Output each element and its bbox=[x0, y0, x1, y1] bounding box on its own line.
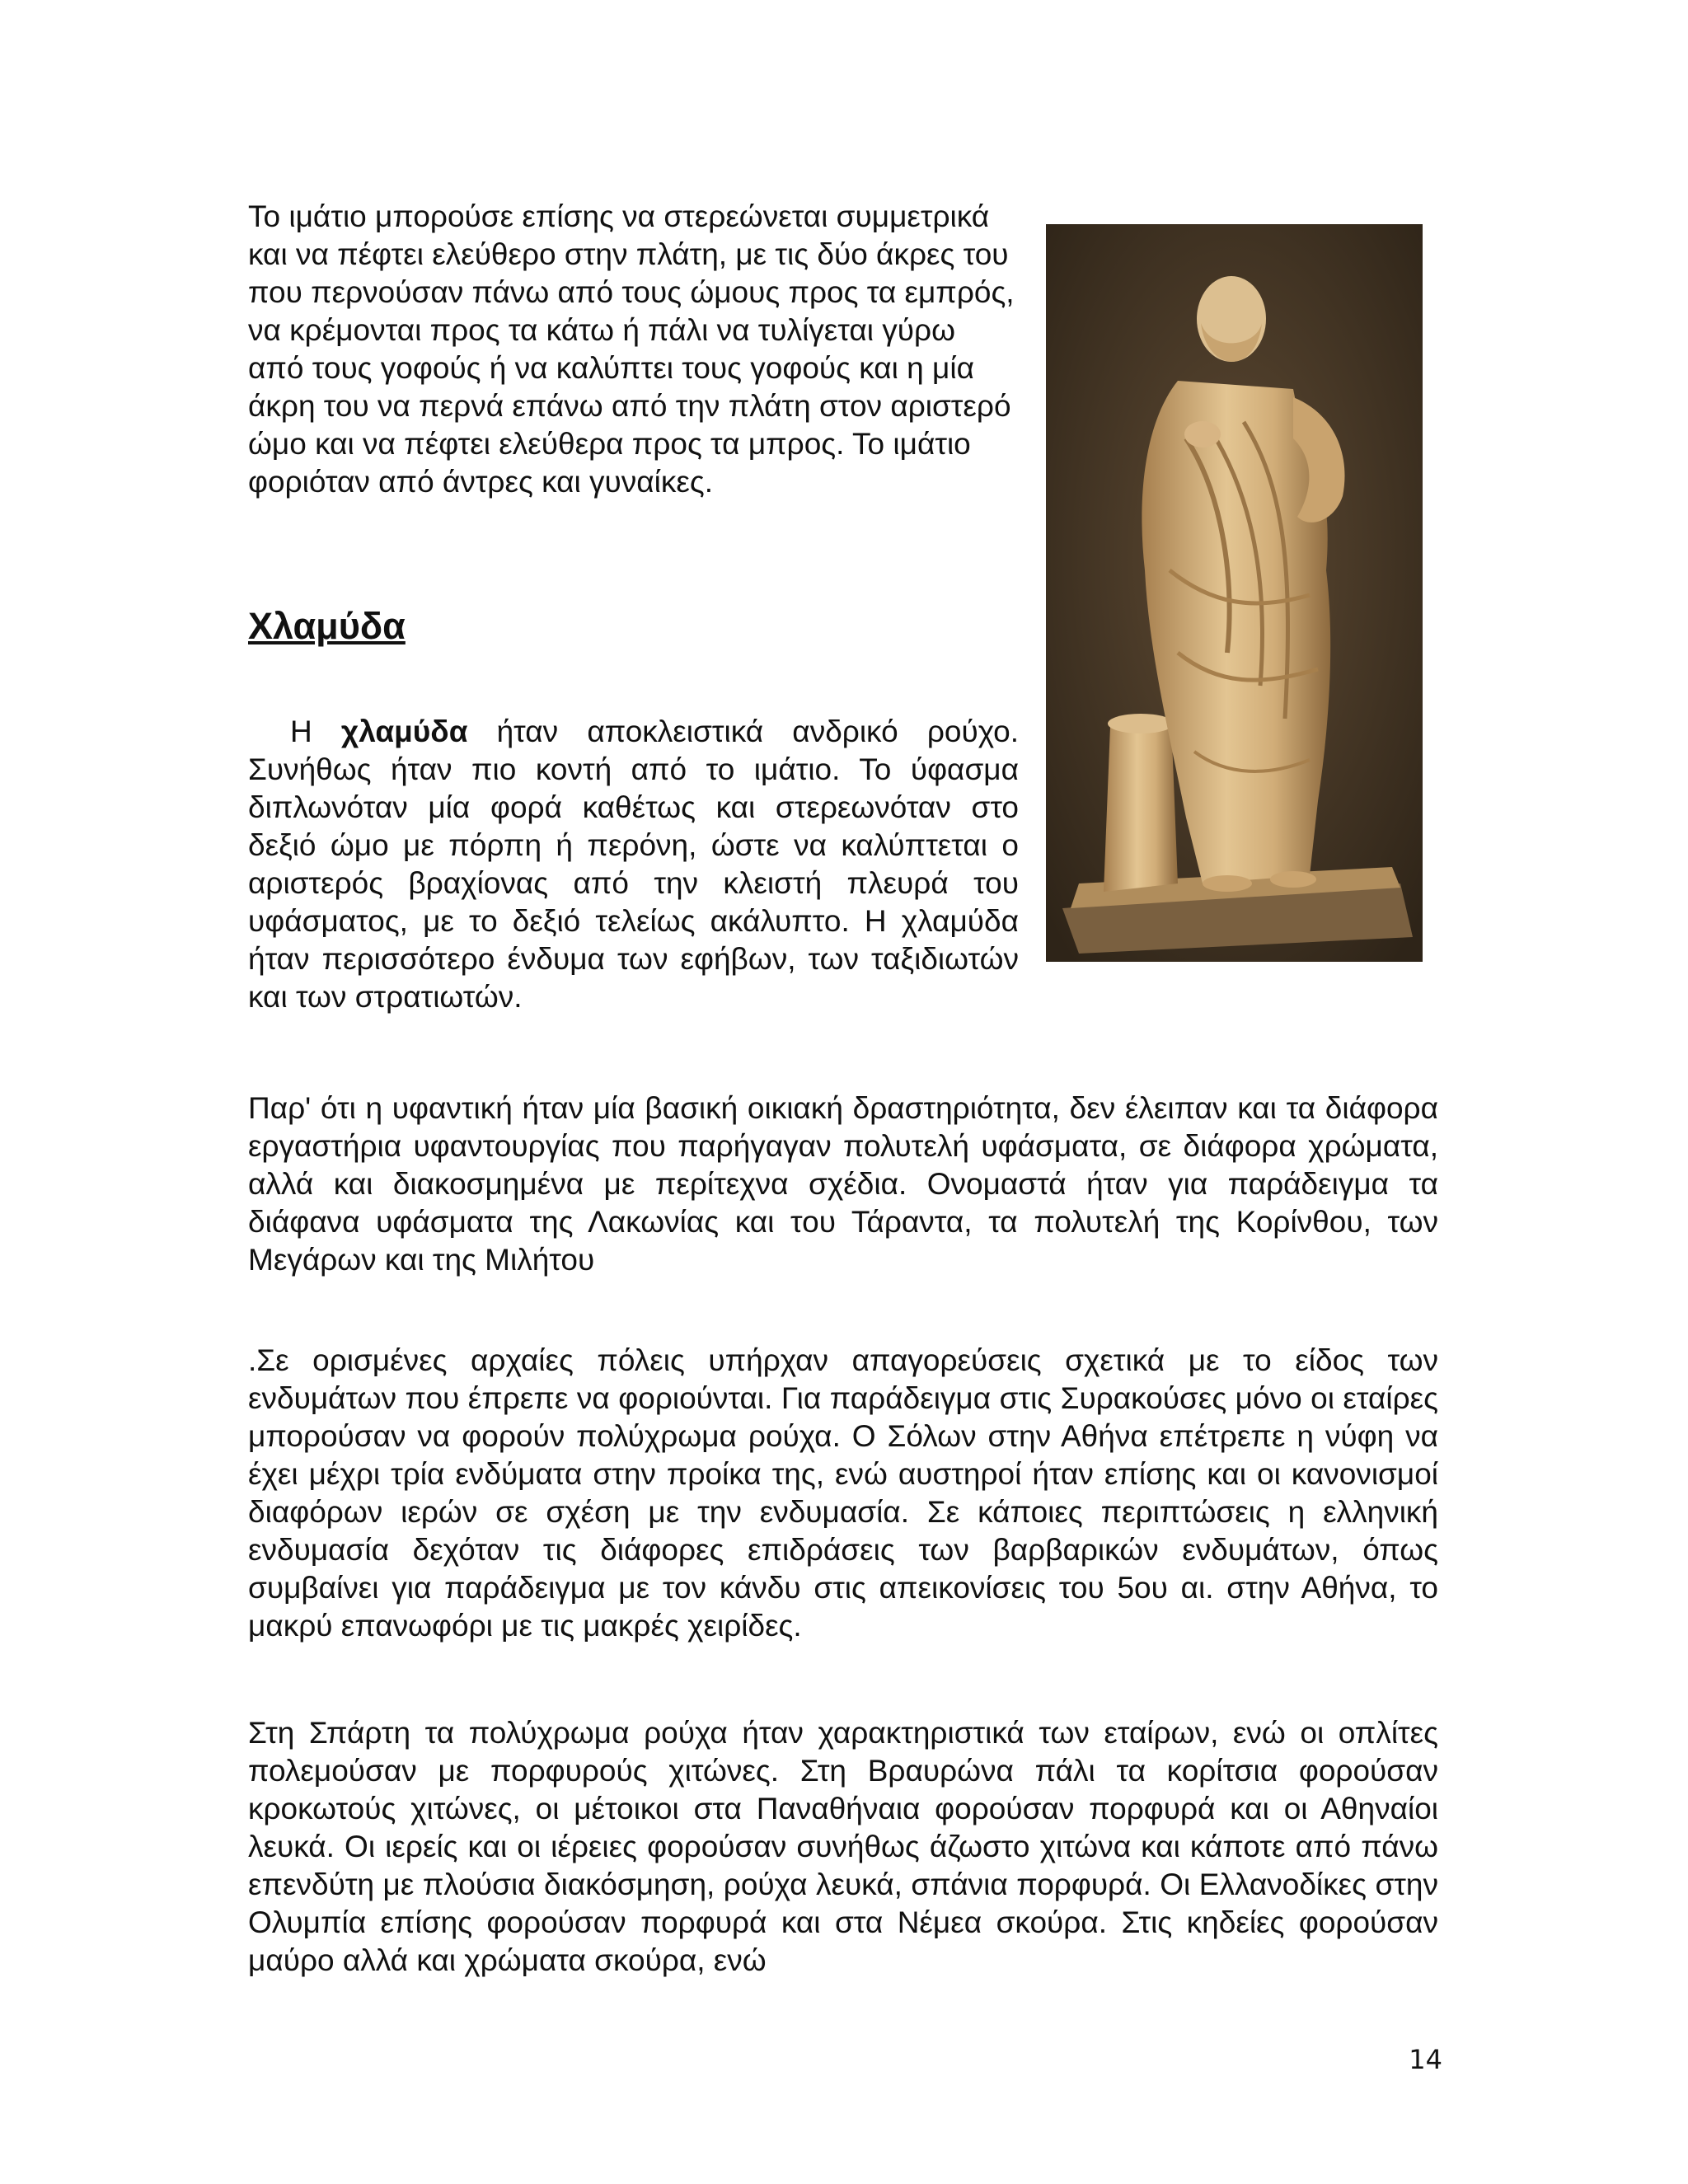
chlamys-lead-text: Η bbox=[290, 715, 312, 748]
statue-image bbox=[1046, 224, 1423, 962]
chlamys-rest-text: ήταν αποκλειστικά ανδρικό ρούχο. Συνήθως ήταν πιο κοντή από το ιμάτιο. Το ύφασμα διπλωνόταν μία φορά καθέτως και στερεωνόταν στο δεξιό ώμο με πόρπη ή περόνη, ώστε να καλύπτεται ο αριστερός βραχίονας από την κλειστή πλευρά του υφάσματος, με το δεξιό τελείως ακάλυπτο. Η χλαμύδα ήταν περισσότερο ένδυμα των εφήβων, των ταξιδιωτών και των στρατιωτών. bbox=[248, 715, 1019, 1014]
chlamys-bold-term: χλαμύδα bbox=[340, 715, 468, 748]
paragraph-weaving: Παρ' ότι η υφαντική ήταν μία βασική οικιακή δραστηριότητα, δεν έλειπαν και τα διάφορα εργαστήρια υφαντουργίας που παρήγαγαν πολυτελή υφάσματα, σε διάφορα χρώματα, αλλά και διακοσμημένα με περίτεχνα σχέδια. Ονομαστά ήταν για παράδειγμα τα διάφανα υφάσματα της Λακωνίας και του Τάραντα, τα πολυτελή της Κορίνθου, των Μεγάρων και της Μιλήτου bbox=[248, 1091, 1438, 1277]
paragraph-imatio: Το ιμάτιο μπορούσε επίσης να στερεώνεται συμμετρικά και να πέφτει ελεύθερο στην πλάτη, με τις δύο άκρες του που περνούσαν πάνω από τους ώμους προς τα εμπρός, να κρέμονται προς τα κάτω ή πάλι να τυλίγεται γύρω από τους γοφούς ή να καλύπτει τους γοφούς και η μία άκρη του να περνά επάνω από την πλάτη στον αριστερό ώμο και να πέφτει ελεύθερα προς τα μπρος. Το ιμάτιο φοριόταν από άντρες και γυναίκες. bbox=[248, 199, 1015, 499]
section-heading-chlamys: Χλαμύδα bbox=[248, 605, 406, 647]
page-number: 14 bbox=[1409, 2044, 1442, 2075]
paragraph-sparta-colors: Στη Σπάρτη τα πολύχρωμα ρούχα ήταν χαρακτηριστικά των εταίρων, ενώ οι οπλίτες πολεμούσαν με πορφυρούς χιτώνες. Στη Βραυρώνα πάλι τα κορίτσια φορούσαν κροκωτούς χιτώνες, οι μέτοικοι στα Παναθήναια φορούσαν πορφυρά και οι Αθηναίοι λευκά. Οι ιερείς και οι ιέρειες φορούσαν συνήθως άζωστο χιτώνα και κάποτε από πάνω επενδύτη με πλούσια διακόσμηση, ρούχα λευκά, σπάνια πορφυρά. Οι Ελλανοδίκες στην Ολυμπία επίσης φορούσαν πορφυρά και στα Νέμεα σκούρα. Στις κηδείες φορούσαν μαύρο αλλά και χρώματα σκούρα, ενώ bbox=[248, 1716, 1438, 1977]
paragraph-clothing-bans: .Σε ορισμένες αρχαίες πόλεις υπήρχαν απαγορεύσεις σχετικά με το είδος των ενδυμάτων που έπρεπε να φοριούνται. Για παράδειγμα στις Συρακούσες μόνο οι εταίρες μπορούσαν να φορούν πολύχρωμα ρούχα. Ο Σόλων στην Αθήνα επέτρεπε η νύφη να έχει μέχρι τρία ενδύματα στην προίκα της, ενώ αυστηροί ήταν επίσης και οι κανονισμοί διαφόρων ιερών σε σχέση με την ενδυμασία. Σε κάποιες περιπτώσεις η ελληνική ενδυμασία δεχόταν τις διάφορες επιδράσεις των βαρβαρικών ενδυμάτων, όπως συμβαίνει για παράδειγμα με τον κάνδυ στις απεικονίσεις του 5ου αι. στην Αθήνα, το μακρύ επανωφόρι με τις μακρές χειρίδες. bbox=[248, 1343, 1438, 1643]
paragraph-chlamys bbox=[248, 713, 1019, 1016]
